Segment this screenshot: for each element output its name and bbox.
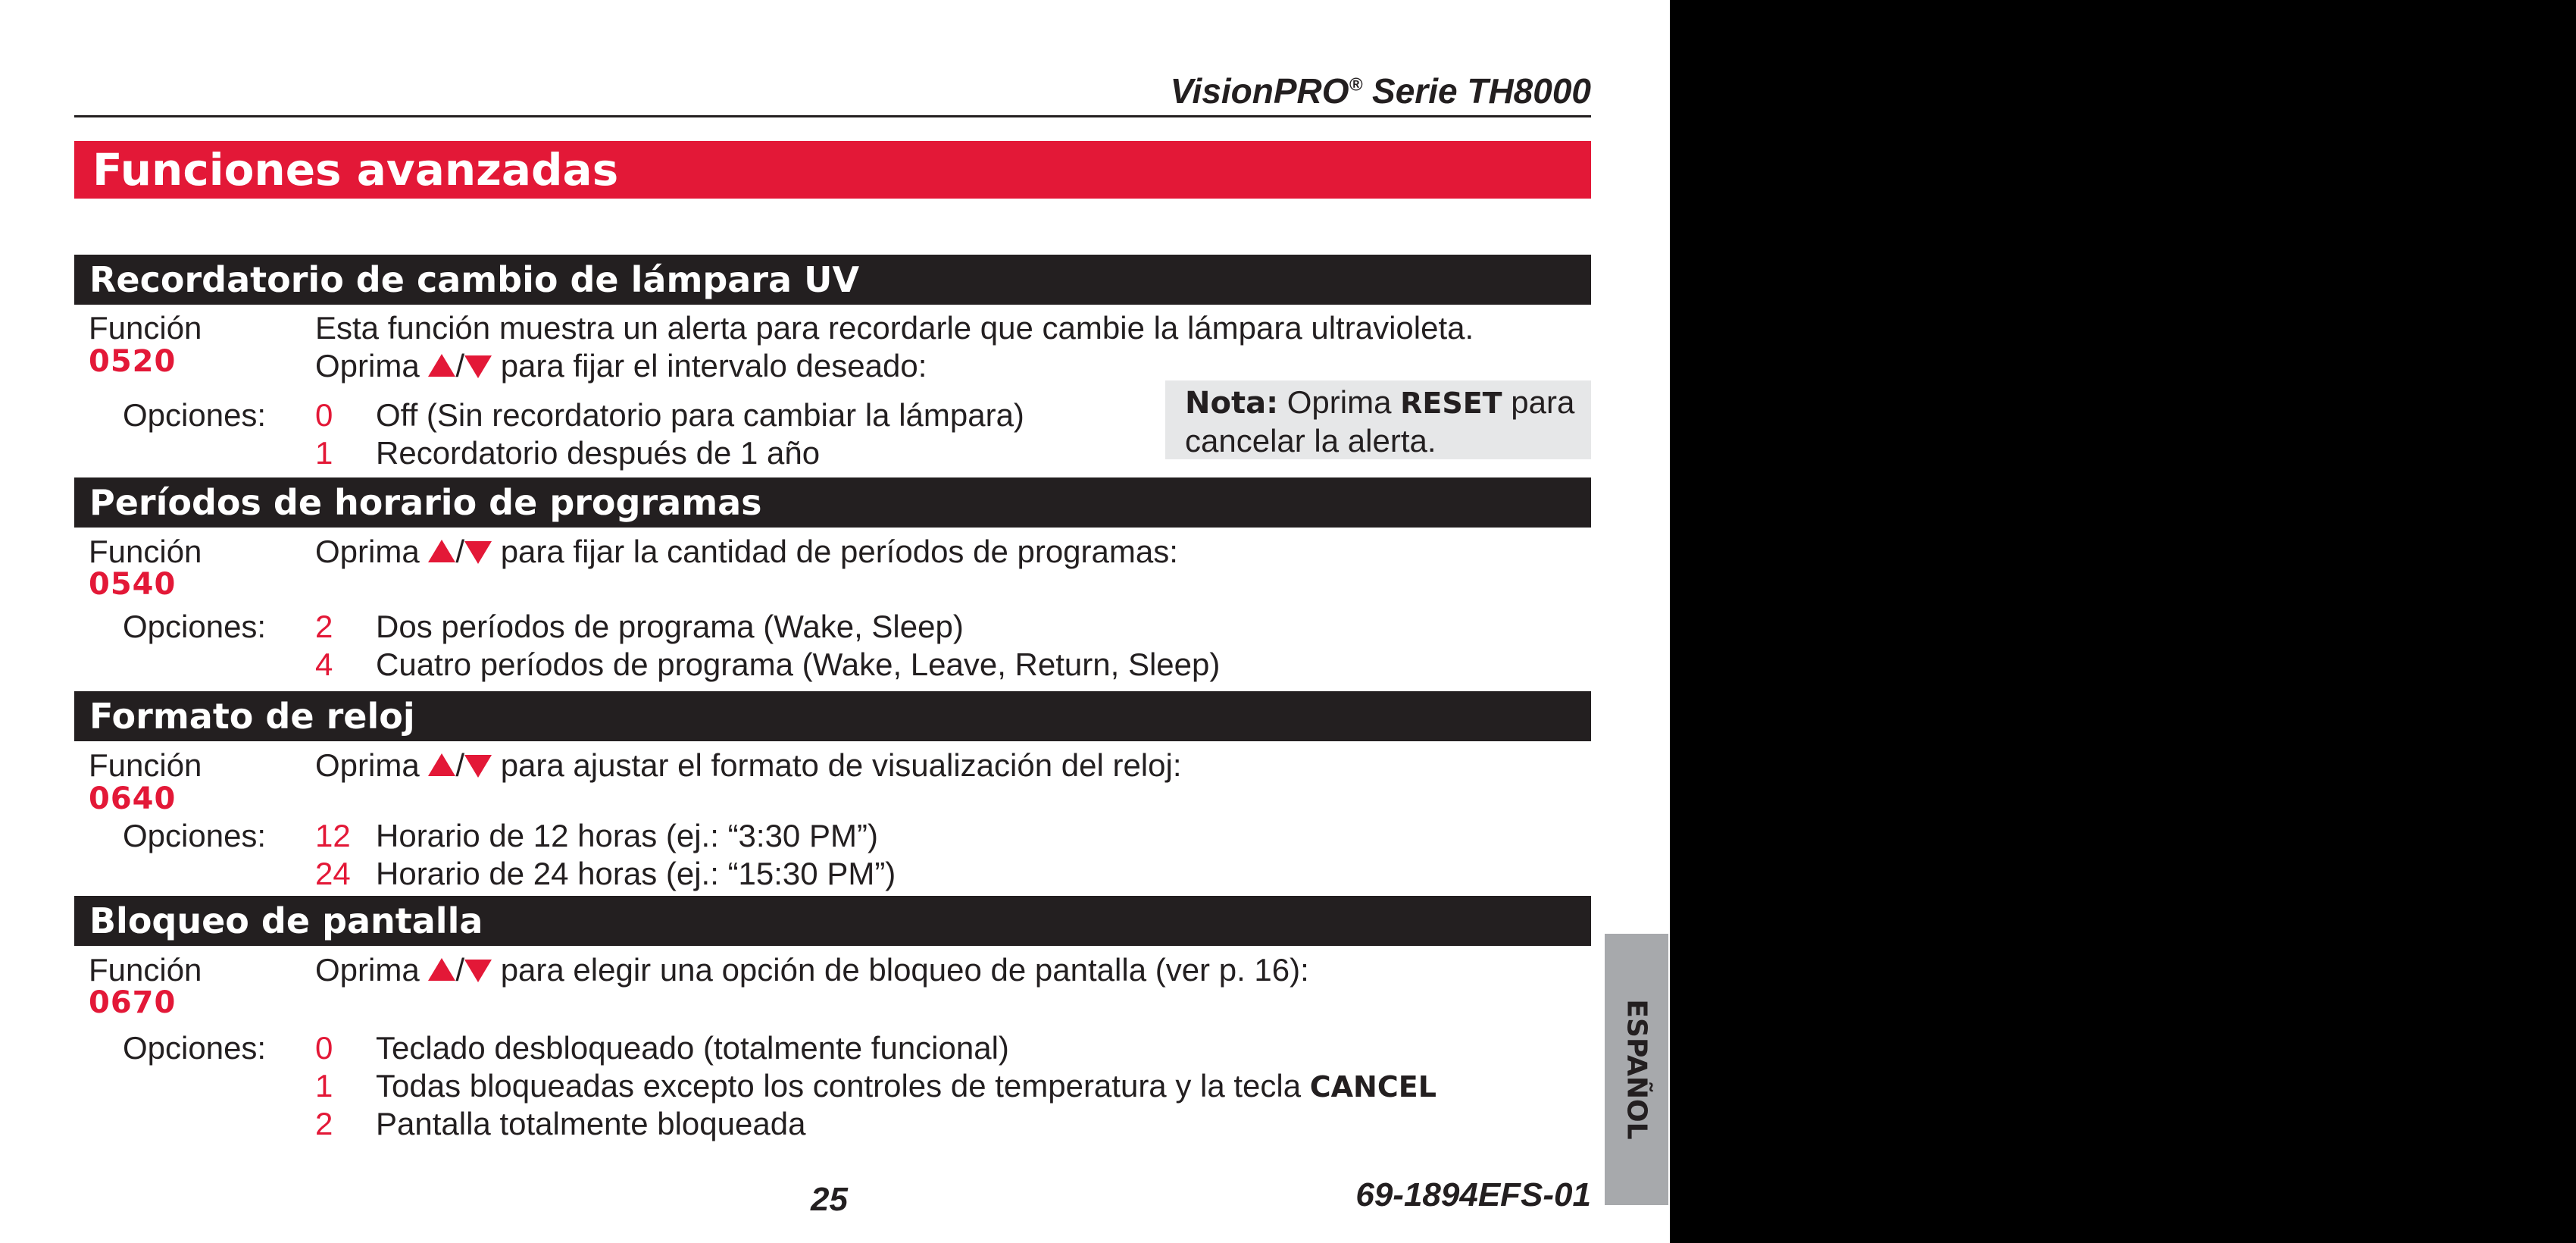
option-key: CANCEL (1309, 1070, 1436, 1104)
option-number: 0 (315, 1030, 333, 1066)
function-label: Función (89, 534, 202, 569)
instruction-suffix: para fijar el intervalo deseado: (492, 348, 927, 384)
page-number: 25 (811, 1181, 848, 1218)
function-code: 0540 (89, 567, 177, 602)
options-label: Opciones: (123, 818, 267, 853)
instruction-suffix: para ajustar el formato de visualización del reloj: (492, 747, 1182, 783)
registered-mark: ® (1349, 74, 1363, 95)
arrow-up-icon (428, 958, 455, 981)
arrow-up-icon (428, 354, 455, 377)
slash-separator: / (455, 348, 465, 384)
option-number: 2 (315, 1106, 333, 1141)
slash-separator: / (455, 747, 465, 783)
arrow-down-icon (464, 355, 492, 378)
arrow-up-icon (428, 753, 455, 776)
option-number: 1 (315, 435, 333, 471)
option-text: Horario de 12 horas (ej.: “3:30 PM”) (376, 818, 878, 853)
right-black-band (1670, 0, 2576, 1243)
section-instruction (315, 533, 1178, 571)
note-text: Oprima (1278, 384, 1401, 420)
language-tab-label: ESPAÑOL (1621, 999, 1652, 1140)
section-instruction (315, 747, 1182, 784)
note-heading: Nota: (1185, 386, 1279, 421)
arrow-down-icon (464, 541, 492, 564)
function-label: Función (89, 747, 202, 783)
option-number: 0 (315, 397, 333, 433)
section-heading-clock-format: Formato de reloj (74, 691, 1591, 741)
instruction-prefix: Oprima (315, 747, 429, 783)
document-code: 69-1894EFS-01 (1355, 1176, 1591, 1213)
option-text: Teclado desbloqueado (totalmente funcional) (376, 1030, 1009, 1066)
arrow-down-icon (464, 960, 492, 982)
slash-separator: / (455, 952, 465, 988)
option-number: 2 (315, 609, 333, 644)
series-suffix: Serie TH8000 (1362, 71, 1591, 111)
instruction-suffix: para fijar la cantidad de períodos de programas: (492, 534, 1178, 569)
note-key: RESET (1400, 387, 1502, 420)
slash-separator: / (455, 534, 465, 569)
instruction-prefix: Oprima (315, 952, 429, 988)
instruction-prefix: Oprima (315, 348, 429, 384)
series-header (1171, 70, 1591, 111)
arrow-down-icon (464, 755, 492, 778)
note-text-end: para (1502, 384, 1575, 420)
section-heading-screen-lock: Bloqueo de pantalla (74, 896, 1591, 946)
function-label: Función (89, 952, 202, 988)
option-number: 1 (315, 1068, 333, 1104)
instruction-suffix: para elegir una opción de bloqueo de pantalla (ver p. 16): (492, 952, 1309, 988)
section-instruction (315, 951, 1309, 989)
option-text-main: Todas bloqueadas excepto los controles de temperatura y la tecla (376, 1068, 1310, 1104)
option-number: 4 (315, 647, 333, 682)
option-text: Off (Sin recordatorio para cambiar la lámpara) (376, 397, 1024, 433)
language-tab (1605, 934, 1668, 1205)
options-label: Opciones: (123, 609, 267, 644)
option-number: 12 (315, 818, 351, 853)
instruction-prefix: Oprima (315, 534, 429, 569)
section-instruction (315, 347, 927, 385)
option-text (376, 1067, 1436, 1106)
option-text: Recordatorio después de 1 año (376, 435, 821, 471)
function-label: Función (89, 310, 202, 346)
section-description: Esta función muestra un alerta para recordarle que cambie la lámpara ultravioleta. (315, 310, 1474, 346)
series-name: VisionPRO (1170, 71, 1349, 111)
option-text: Horario de 24 horas (ej.: “15:30 PM”) (376, 856, 896, 891)
function-code: 0520 (89, 344, 177, 379)
page-title: Funciones avanzadas (74, 141, 1591, 199)
option-number: 24 (315, 856, 351, 891)
note-box (1165, 380, 1591, 459)
option-text: Cuatro períodos de programa (Wake, Leave, Return, Sleep) (376, 647, 1221, 682)
section-heading-uv-lamp: Recordatorio de cambio de lámpara UV (74, 255, 1591, 305)
arrow-up-icon (428, 540, 455, 562)
function-code: 0670 (89, 985, 177, 1020)
function-code: 0640 (89, 781, 177, 816)
note-line-two: cancelar la alerta. (1185, 423, 1436, 459)
options-label: Opciones: (123, 1030, 267, 1066)
header-rule (74, 115, 1591, 117)
option-text: Dos períodos de programa (Wake, Sleep) (376, 609, 964, 644)
option-text: Pantalla totalmente bloqueada (376, 1106, 806, 1141)
section-heading-program-periods: Períodos de horario de programas (74, 477, 1591, 528)
options-label: Opciones: (123, 397, 267, 433)
